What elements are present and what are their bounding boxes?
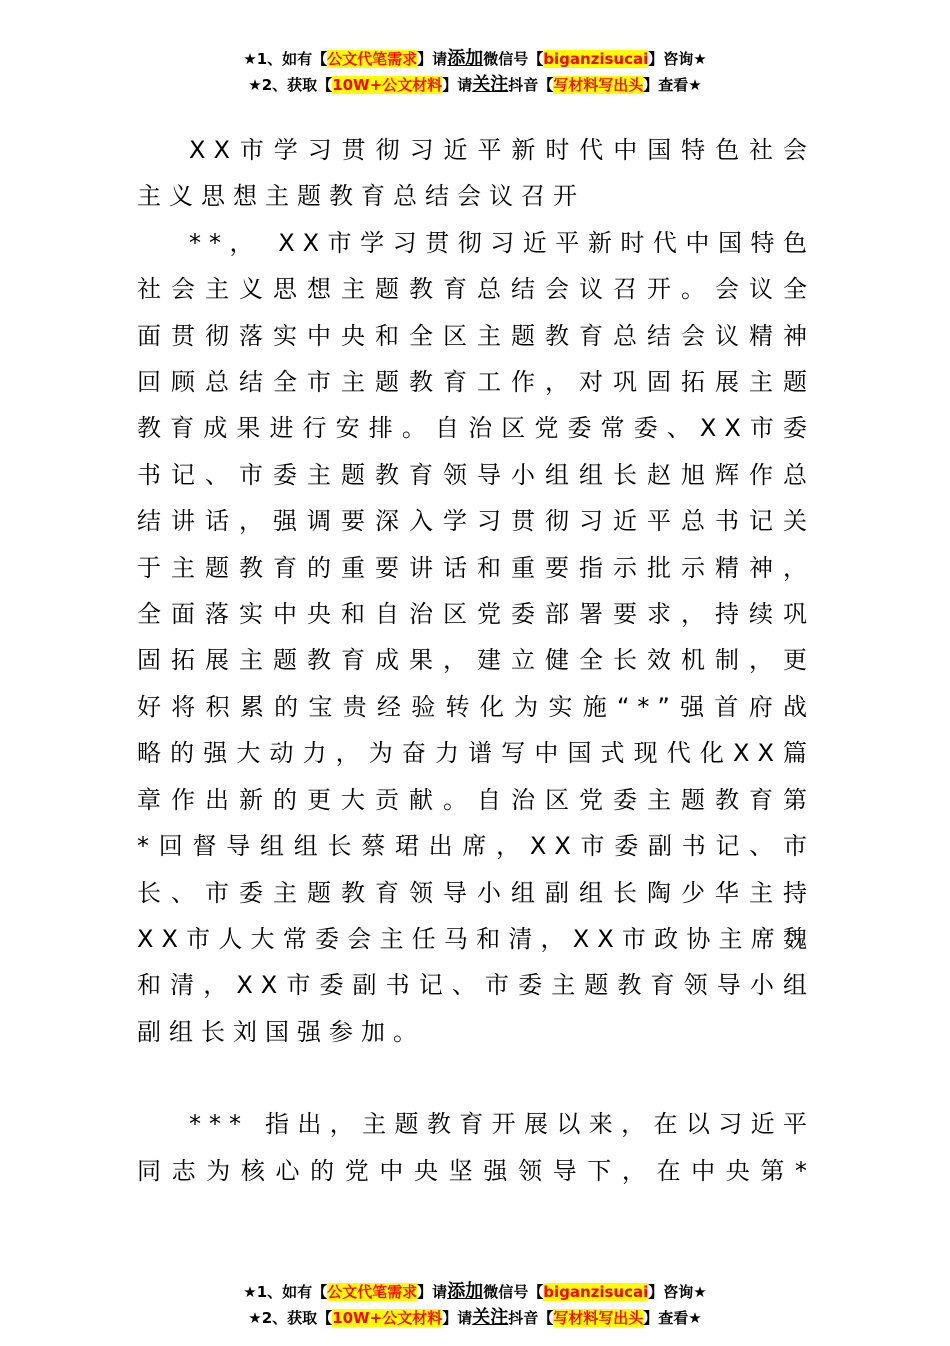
banner-line-2: ★2、获取【10W+公文材料】请关注抖音【写材料写出头】查看★ bbox=[248, 74, 702, 95]
highlight-wechat-id: biganzisucai bbox=[543, 1283, 649, 1301]
text-line: 书记、市委主题教育领导小组组长赵旭辉作总 bbox=[137, 460, 815, 489]
emphasis-add: 添加 bbox=[447, 1281, 484, 1302]
text-line: XX市人大常委会主任马和清，XX市政协主席魏 bbox=[137, 924, 815, 953]
text-line: 教育成果进行安排。自治区党委常委、XX市委 bbox=[137, 414, 815, 443]
highlight-materials: 10W+公文材料 bbox=[332, 76, 443, 94]
highlight-wechat-id: biganzisucai bbox=[543, 50, 649, 68]
text-line: 副组长刘国强参加。 bbox=[137, 1017, 425, 1046]
text-line: 好将积累的宝贵经验转化为实施“*”强首府战 bbox=[137, 692, 815, 721]
paragraph-2 bbox=[137, 1101, 815, 1194]
title-line: XX市学习贯彻习近平新时代中国特色社会 bbox=[189, 136, 815, 164]
header-banner bbox=[0, 46, 950, 98]
footer-banner bbox=[0, 1279, 950, 1331]
paragraph-gap bbox=[137, 1055, 815, 1101]
text-line: *** 指出，主题教育开展以来，在以习近平 bbox=[189, 1110, 815, 1139]
text-line: 同志为核心的党中央坚强领导下，在中央第* bbox=[137, 1156, 815, 1185]
paragraph-1 bbox=[137, 220, 815, 1055]
highlight-service: 公文代笔需求 bbox=[327, 50, 418, 68]
text-line: 章作出新的更大贡献。自治区党委主题教育第 bbox=[137, 785, 815, 814]
text-line: 长、市委主题教育领导小组副组长陶少华主持 bbox=[137, 878, 815, 907]
text-line: 结讲话，强调要深入学习贯彻习近平总书记关 bbox=[137, 507, 815, 536]
text-line: 固拓展主题教育成果，建立健全长效机制，更 bbox=[137, 646, 815, 675]
highlight-materials: 10W+公文材料 bbox=[332, 1309, 443, 1327]
emphasis-follow: 关注 bbox=[472, 74, 509, 95]
highlight-service: 公文代笔需求 bbox=[327, 1283, 418, 1301]
text-line: 略的强大动力，为奋力谱写中国式现代化XX篇 bbox=[137, 739, 815, 768]
banner-line-2: ★2、获取【10W+公文材料】请关注抖音【写材料写出头】查看★ bbox=[248, 1307, 702, 1328]
banner-line-1: ★1、如有【公文代笔需求】请添加微信号【biganzisucai】咨询★ bbox=[243, 48, 707, 69]
emphasis-follow: 关注 bbox=[472, 1307, 509, 1328]
highlight-douyin-id: 写材料写出头 bbox=[553, 1309, 644, 1327]
text-line: 面贯彻落实中央和全区主题教育总结会议精神 bbox=[137, 321, 815, 350]
banner-line-1: ★1、如有【公文代笔需求】请添加微信号【biganzisucai】咨询★ bbox=[243, 1281, 707, 1302]
text-line: 回顾总结全市主题教育工作，对巩固拓展主题 bbox=[137, 368, 815, 397]
text-line: **， XX市学习贯彻习近平新时代中国特色 bbox=[189, 228, 815, 257]
text-line: 全面落实中央和自治区党委部署要求，持续巩 bbox=[137, 600, 815, 629]
highlight-douyin-id: 写材料写出头 bbox=[553, 76, 644, 94]
text-line: 和清，XX市委副书记、市委主题教育领导小组 bbox=[137, 971, 815, 1000]
emphasis-add: 添加 bbox=[447, 48, 484, 69]
document-body bbox=[137, 127, 815, 1194]
text-line: 社会主义思想主题教育总结会议召开。会议全 bbox=[137, 275, 815, 304]
title-line: 主义思想主题教育总结会议召开 bbox=[137, 182, 585, 211]
text-line: *回督导组组长蔡珺出席，XX市委副书记、市 bbox=[137, 832, 815, 861]
document-title bbox=[137, 127, 815, 220]
text-line: 于主题教育的重要讲话和重要指示批示精神， bbox=[137, 553, 815, 582]
